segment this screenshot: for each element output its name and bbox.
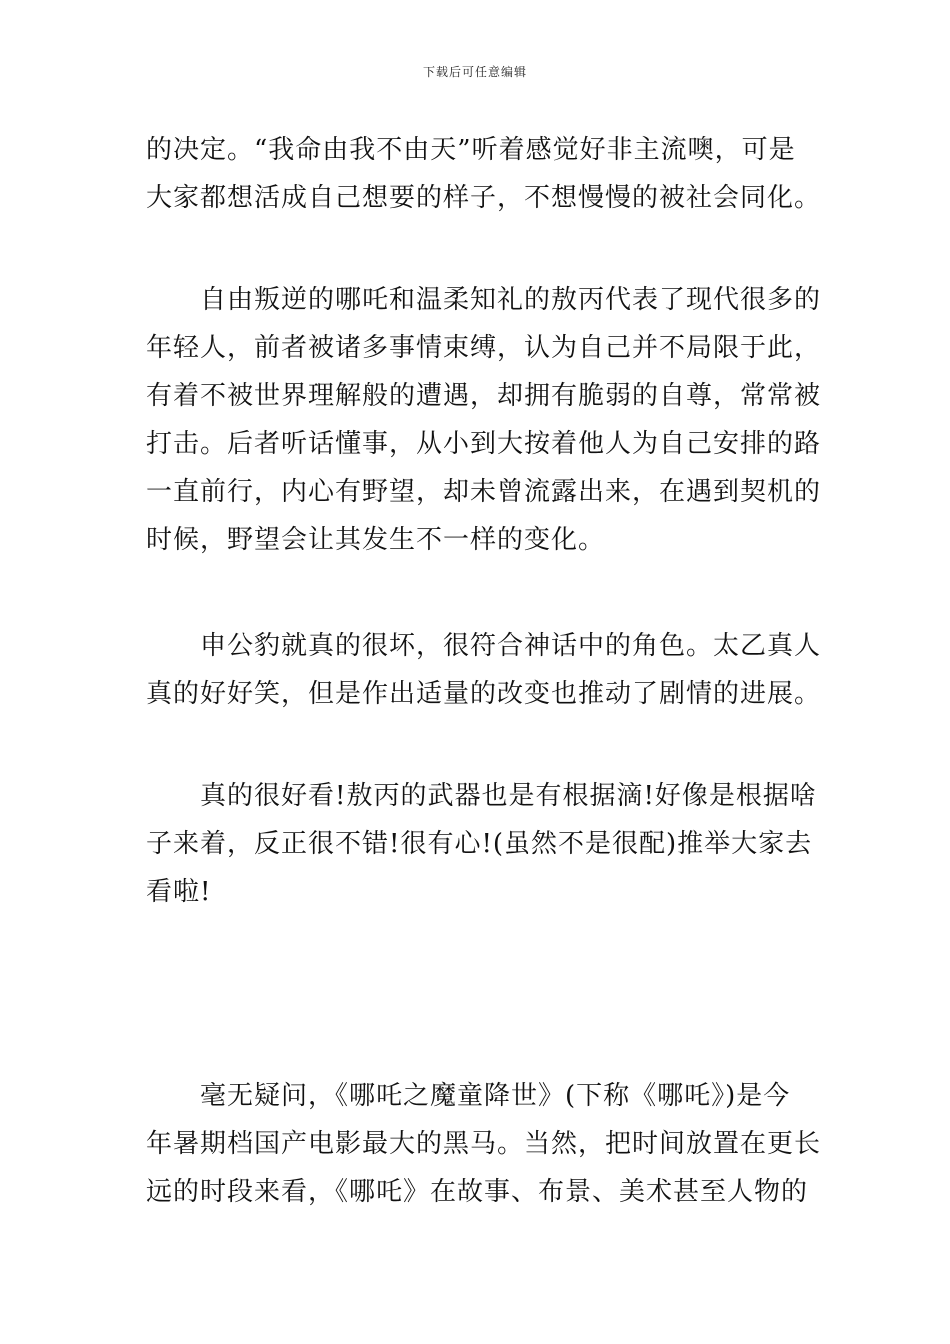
paragraph-line: 的决定。“我命由我不由天”听着感觉好非主流噢，可是 [146, 135, 796, 165]
paragraph-2 [146, 276, 822, 564]
paragraph-line: 年轻人，前者被诸多事情束缚，认为自己并不局限于此， [146, 333, 822, 363]
paragraph-4 [146, 772, 817, 916]
paragraph-line: 年暑期档国产电影最大的黑马。当然，把时间放置在更长 [146, 1129, 822, 1159]
paragraph-line: 有着不被世界理解般的遭遇，却拥有脆弱的自尊，常常被 [146, 381, 822, 411]
paragraph-line: 自由叛逆的哪吒和温柔知礼的敖丙代表了现代很多的 [200, 285, 822, 315]
paragraph-line: 毫无疑问，《哪吒之魔童降世》(下称《哪吒》)是今 [200, 1081, 791, 1111]
paragraph-line: 申公豹就真的很坏，很符合神话中的角色。太乙真人 [200, 631, 822, 661]
paragraph-line: 真的好好笑，但是作出适量的改变也推动了剧情的进展。 [146, 679, 822, 709]
paragraph-1 [146, 126, 822, 222]
paragraph-line: 子来着，反正很不错!很有心!(虽然不是很配)推举大家去 [146, 829, 813, 859]
paragraph-3 [146, 622, 822, 718]
page-header: 下载后可任意编辑 [422, 65, 527, 79]
paragraph-line: 远的时段来看，《哪吒》在故事、布景、美术甚至人物的 [146, 1177, 809, 1207]
paragraph-5 [146, 1072, 822, 1216]
paragraph-line: 一直前行，内心有野望，却未曾流露出来，在遇到契机的 [146, 477, 822, 507]
paragraph-line: 大家都想活成自己想要的样子，不想慢慢的被社会同化。 [146, 183, 822, 213]
paragraph-line: 看啦! [146, 877, 212, 907]
paragraph-line: 时候，野望会让其发生不一样的变化。 [146, 525, 606, 555]
paragraph-line: 打击。后者听话懂事，从小到大按着他人为自己安排的路 [146, 429, 822, 459]
paragraph-line: 真的很好看!敖丙的武器也是有根据滴!好像是根据啥 [200, 781, 817, 811]
